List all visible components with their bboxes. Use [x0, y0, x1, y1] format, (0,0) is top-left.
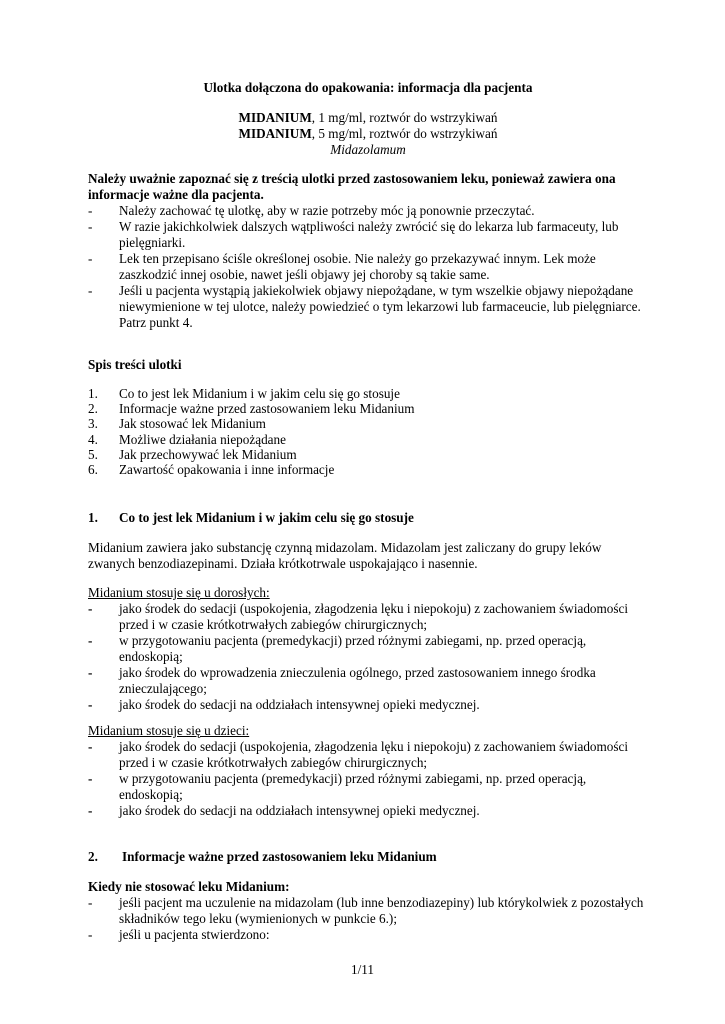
page-number: 1/11	[351, 962, 374, 977]
toc-item: 2. Informacje ważne przed zastosowaniem leku Midanium	[88, 401, 415, 417]
product-detail: , 5 mg/ml, roztwór do wstrzykiwań	[311, 126, 498, 141]
adults-heading: Midanium stosuje się u dorosłych:	[88, 585, 270, 600]
list-item: - jako środek do sedacji na oddziałach intensywnej opieki medycznej.	[88, 697, 480, 712]
section-1-paragraph: Midanium zawiera jako substancję czynną midazolam. Midazolam jest zaliczany do grupy leków zwanych benzodiazepinami. Działa krótkotrwale uspokajająco i nasennie.	[88, 540, 602, 571]
list-item: - Lek ten przepisano ściśle określonej osobie. Nie należy go przekazywać innym. Lek może zaszkodzić innej osobie, nawet jeśli objawy jej choroby są takie same.	[88, 251, 596, 282]
section-2-subheading: Kiedy nie stosować leku Midanium:	[88, 879, 290, 894]
toc-list	[88, 386, 648, 477]
toc-item: 4. Możliwe działania niepożądane	[88, 431, 286, 447]
toc-item: 3. Jak stosować lek Midanium	[88, 416, 266, 432]
list-item: - Jeśli u pacjenta wystąpią jakiekolwiek objawy niepożądane, w tym wszelkie objawy niepożądane niewymienione w tej ulotce, należy powiedzieć o tym lekarzowi lub farmaceucie, lub pielęgniarce. Patrz punkt 4.	[88, 283, 641, 330]
product-name: MIDANIUM	[238, 110, 312, 125]
intro-list	[88, 203, 648, 331]
product-detail: , 1 mg/ml, roztwór do wstrzykiwań	[311, 110, 498, 125]
toc-item: 6. Zawartość opakowania i inne informacje	[88, 462, 335, 478]
list-item: - Należy zachować tę ulotkę, aby w razie potrzeby móc ją ponownie przeczytać.	[88, 203, 535, 218]
list-item: - jeśli pacjent ma uczulenie na midazolam (lub inne benzodiazepiny) lub którykolwiek z pozostałych składników tego leku (wymienionych w punkcie 6.);	[88, 895, 644, 926]
leaflet-title: Ulotka dołączona do opakowania: informacja dla pacjenta	[203, 80, 533, 95]
list-item: - jako środek do wprowadzenia znieczulenia ogólnego, przed zastosowaniem innego środka znieczulającego;	[88, 665, 596, 696]
children-list	[88, 739, 648, 819]
product-line-2	[88, 126, 648, 142]
children-heading: Midanium stosuje się u dzieci:	[88, 723, 250, 738]
adults-list	[88, 601, 648, 713]
product-line-1	[88, 110, 648, 126]
section-1-heading: 1. Co to jest lek Midanium i w jakim celu się go stosuje	[88, 510, 414, 525]
intro-warning: Należy uważnie zapoznać się z treścią ulotki przed zastosowaniem leku, ponieważ zawiera ona informacje ważne dla pacjenta.	[88, 171, 616, 202]
toc-heading: Spis treści ulotki	[88, 357, 182, 372]
list-item: - W razie jakichkolwiek dalszych wątpliwości należy zwrócić się do lekarza lub farmaceuty, lub pielęgniarki.	[88, 219, 619, 250]
toc-item: 5. Jak przechowywać lek Midanium	[88, 446, 297, 462]
list-item: - jeśli u pacjenta stwierdzono:	[88, 927, 270, 942]
list-item: - w przygotowaniu pacjenta (premedykacji) przed różnymi zabiegami, np. przed operacją, endoskopią;	[88, 771, 587, 802]
list-item: - jako środek do sedacji na oddziałach intensywnej opieki medycznej.	[88, 803, 480, 818]
active-substance: Midazolamum	[330, 142, 406, 157]
list-item: - jako środek do sedacji (uspokojenia, złagodzenia lęku i niepokoju) z zachowaniem świadomości przed i w czasie krótkotrwałych zabiegów chirurgicznych;	[88, 739, 629, 770]
section-2-list	[88, 895, 648, 943]
list-item: - jako środek do sedacji (uspokojenia, złagodzenia lęku i niepokoju) z zachowaniem świadomości przed i w czasie krótkotrwałych zabiegów chirurgicznych;	[88, 601, 629, 632]
list-item: - w przygotowaniu pacjenta (premedykacji) przed różnymi zabiegami, np. przed operacją, endoskopią;	[88, 633, 587, 664]
section-2-heading: 2. Informacje ważne przed zastosowaniem leku Midanium	[88, 849, 437, 864]
product-name: MIDANIUM	[238, 126, 312, 141]
toc-item: 1. Co to jest lek Midanium i w jakim celu się go stosuje	[88, 386, 400, 401]
